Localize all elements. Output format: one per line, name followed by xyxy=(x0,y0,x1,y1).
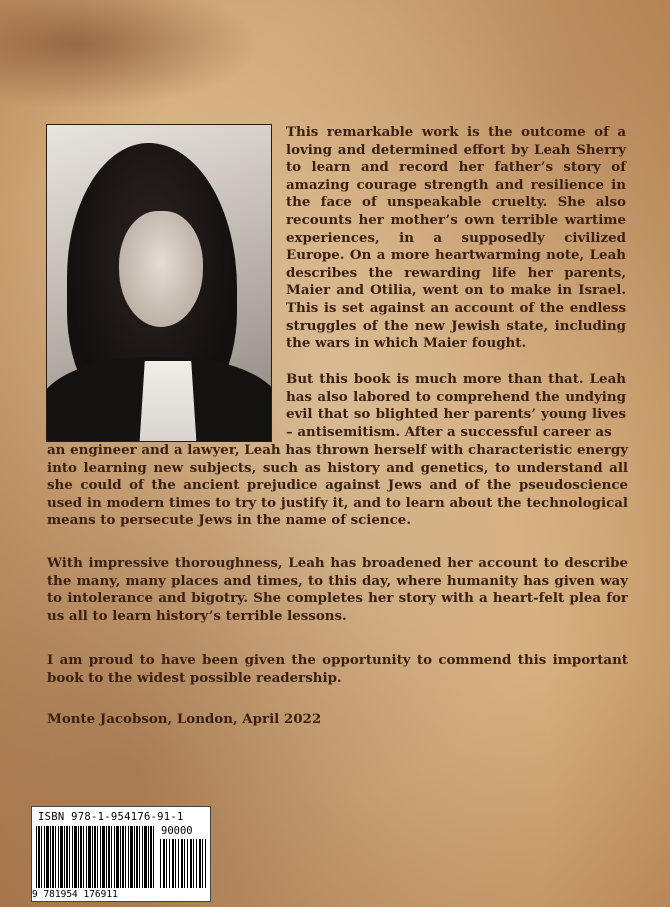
barcode-addon-bars xyxy=(160,839,206,888)
blurb-paragraph-1: This remarkable work is the outcome of a loving and determined effort by Leah Sherry to learn and record her father’s story of amazing courage strength and resilience in the face of unspeakable cruelty. She also recounts her mother’s own terrible wartime experiences, in a supposedly civilized Europe. On a more heartwarming note, Leah describes the rewarding life her parents, Maier and Otilia, went on to make in Israel. This is set against an account of the endless struggles of the new Jewish state, including the wars in which Maier fought. xyxy=(286,124,626,352)
barcode-addon-number: 90000 xyxy=(161,825,193,837)
blurb-signature: Monte Jacobson, London, April 2022 xyxy=(47,711,322,727)
barcode-bars xyxy=(36,826,154,888)
blurb-paragraph-2-start: But this book is much more than that. Leah has also labored to comprehend the undying evil that so blighted her parents’ young lives – antisemitism. After a successful career as xyxy=(286,371,626,440)
blurb-paragraph-4: I am proud to have been given the opportunity to commend this important book to the widest possible readership. xyxy=(47,652,628,686)
blurb-paragraph-3: With impressive thoroughness, Leah has broadened her account to describe the many, many places and times, to this day, where humanity has given way to intolerance and bigotry. She completes her story with a heart-felt plea for us all to learn history’s terrible lessons. xyxy=(47,555,628,624)
isbn-barcode xyxy=(31,806,211,902)
isbn-text: ISBN 978-1-954176-91-1 xyxy=(38,811,184,823)
barcode-ean-number: 9 781954 176911 xyxy=(32,889,118,900)
blurb-paragraph-2-continued: an engineer and a lawyer, Leah has thrown herself with characteristic energy into learning new subjects, such as history and genetics, to understand all she could of the ancient prejudice against Jews and of the pseudoscience used in modern times to try to justify it, and to learn about the technological means to persecute Jews in the name of science. xyxy=(47,442,628,529)
